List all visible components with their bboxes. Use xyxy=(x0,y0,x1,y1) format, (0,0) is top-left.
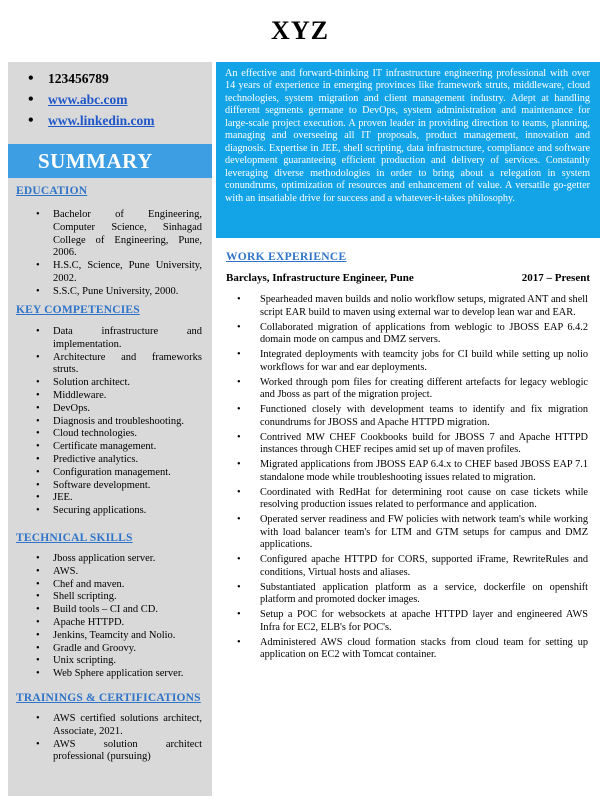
phone-number: • 123456789 xyxy=(8,68,212,89)
job-header xyxy=(226,272,590,284)
education-item: • H.S.C, Science, Pune University, 2002. xyxy=(8,260,206,286)
competency-item: • Securing applications. xyxy=(8,505,206,518)
education-item: • Bachelor of Engineering, Computer Science, Sinhagad College of Engineering, Pune, 2006. xyxy=(8,209,206,260)
competency-item: • JEE. xyxy=(8,492,206,505)
work-bullet: • Setup a POC for websockets at apache HTTPD layer and engineered AWS Infra for EC2, ELB's for POC's. xyxy=(226,609,588,634)
skill-item: • Chef and maven. xyxy=(8,579,206,592)
work-bullet: • Substantiated application platform as a service, dockerfile on openshift platform and promoted docker images. xyxy=(226,582,588,607)
resume-name: XYZ xyxy=(271,16,329,45)
skill-item: • Shell scripting. xyxy=(8,591,206,604)
linkedin-link[interactable] xyxy=(8,110,212,131)
skill-item: • Web Sphere application server. xyxy=(8,668,206,681)
competency-item: • Software development. xyxy=(8,480,206,493)
work-bullet: • Worked through pom files for creating different artefacts for legacy weblogic and Jboss as part of the migration project. xyxy=(226,377,588,402)
work-bullet: • Spearheaded maven builds and nolio workflow setups, migrated ANT and shell script EAR build to maven using external war to develop lean war and EAR. xyxy=(226,294,588,319)
summary-heading: SUMMARY xyxy=(8,144,212,178)
skill-item: • Jenkins, Teamcity and Nolio. xyxy=(8,630,206,643)
technical-skills-list xyxy=(8,553,206,681)
competency-item: • DevOps. xyxy=(8,403,206,416)
competency-item: • Configuration management. xyxy=(8,467,206,480)
skill-item: • Jboss application server. xyxy=(8,553,206,566)
competency-item: • Data infrastructure and implementation. xyxy=(8,326,206,352)
work-experience-title: WORK EXPERIENCE xyxy=(226,251,347,263)
profile-summary: An effective and forward-thinking IT infrastructure engineering professional with over 14 years of experience in emerging provinces like framework struts, middleware, cloud technologies, system migration and client management industry. Adept at handling different segments germane to DevOps, system administration and maintenance for large-scale project execution. A proven leader in providing direction to teams, planning, managing and overseeing all IT proposals, product management, innovation and diagnosis. Expertise in JEE, shell scripting, data infrastructure, compliance and software development guaranteeing efficient production and delivery of services. Constantly leveraging diverse methodologies in order to bring about a relegation in system conundrums, optimization of resources and enhancement of value. A versatile go-getter with an insatiable drive for success and a whatever-it-takes philosophy. xyxy=(216,62,600,238)
skill-item: • Gradle and Groovy. xyxy=(8,643,206,656)
work-bullet: • Contrived MW CHEF Cookbooks build for JBOSS 7 and Apache HTTPD instances through CHEF recipes amid set up of maven profiles. xyxy=(226,432,588,457)
sidebar xyxy=(8,62,212,796)
training-item: • AWS certified solutions architect, Associate, 2021. xyxy=(8,713,206,739)
education-item: • S.S.C, Pune University, 2000. xyxy=(8,286,206,299)
website-link-text[interactable]: www.abc.com xyxy=(48,92,128,107)
work-bullet: • Operated server readiness and FW policies with network team's while working with load balancer team's for LTM and GTM setups for campus and DMZ applications. xyxy=(226,514,588,552)
competencies-list xyxy=(8,326,206,518)
job-dates: 2017 – Present xyxy=(521,272,590,284)
training-item: • AWS solution architect professional (pursuing) xyxy=(8,739,206,765)
competency-item: • Certificate management. xyxy=(8,441,206,454)
education-list xyxy=(8,209,206,299)
skill-item: • Unix scripting. xyxy=(8,655,206,668)
website-link[interactable] xyxy=(8,89,212,110)
trainings-title: TRAININGS & CERTIFICATIONS xyxy=(16,692,201,704)
competency-item: • Cloud technologies. xyxy=(8,428,206,441)
work-bullet: • Migrated applications from JBOSS EAP 6.4.x to CHEF based JBOSS EAP 7.1 standalone mode while troubleshooting issues related to migration. xyxy=(226,459,588,484)
work-bullet: • Configured apache HTTPD for CORS, supported iFrame, RewriteRules and conditions, Virtual hosts and aliases. xyxy=(226,554,588,579)
work-bullet: • Integrated deployments with teamcity jobs for CI build while setting up nolio workflows for war and ear deployments. xyxy=(226,349,588,374)
competency-item: • Predictive analytics. xyxy=(8,454,206,467)
work-bullet: • Collaborated migration of applications from weblogic to JBOSS EAP 6.4.2 domain mode on campus and DMZ servers. xyxy=(226,322,588,347)
work-bullet: • Functioned closely with development teams to identify and fix migration conundrums for JBOSS and Apache HTTPD migration. xyxy=(226,404,588,429)
work-bullet: • Coordinated with RedHat for determining root cause on case tickets while resolving production issues related to performance and application. xyxy=(226,487,588,512)
technical-skills-title: TECHNICAL SKILLS xyxy=(16,532,133,544)
skill-item: • Apache HTTPD. xyxy=(8,617,206,630)
competency-item: • Middleware. xyxy=(8,390,206,403)
skill-item: • Build tools – CI and CD. xyxy=(8,604,206,617)
skill-item: • AWS. xyxy=(8,566,206,579)
competency-item: • Solution architect. xyxy=(8,377,206,390)
work-bullet: • Administered AWS cloud formation stacks from cloud team for setting up application on EC2 with Tomcat container. xyxy=(226,637,588,662)
contact-list xyxy=(8,68,212,131)
trainings-list xyxy=(8,713,206,764)
competency-item: • Architecture and frameworks struts. xyxy=(8,352,206,378)
linkedin-link-text[interactable]: www.linkedin.com xyxy=(48,113,155,128)
competencies-title: KEY COMPETENCIES xyxy=(16,304,140,316)
job-title: Barclays, Infrastructure Engineer, Pune xyxy=(226,272,414,284)
work-bullets xyxy=(226,294,588,664)
education-title: EDUCATION xyxy=(16,185,88,197)
competency-item: • Diagnosis and troubleshooting. xyxy=(8,416,206,429)
